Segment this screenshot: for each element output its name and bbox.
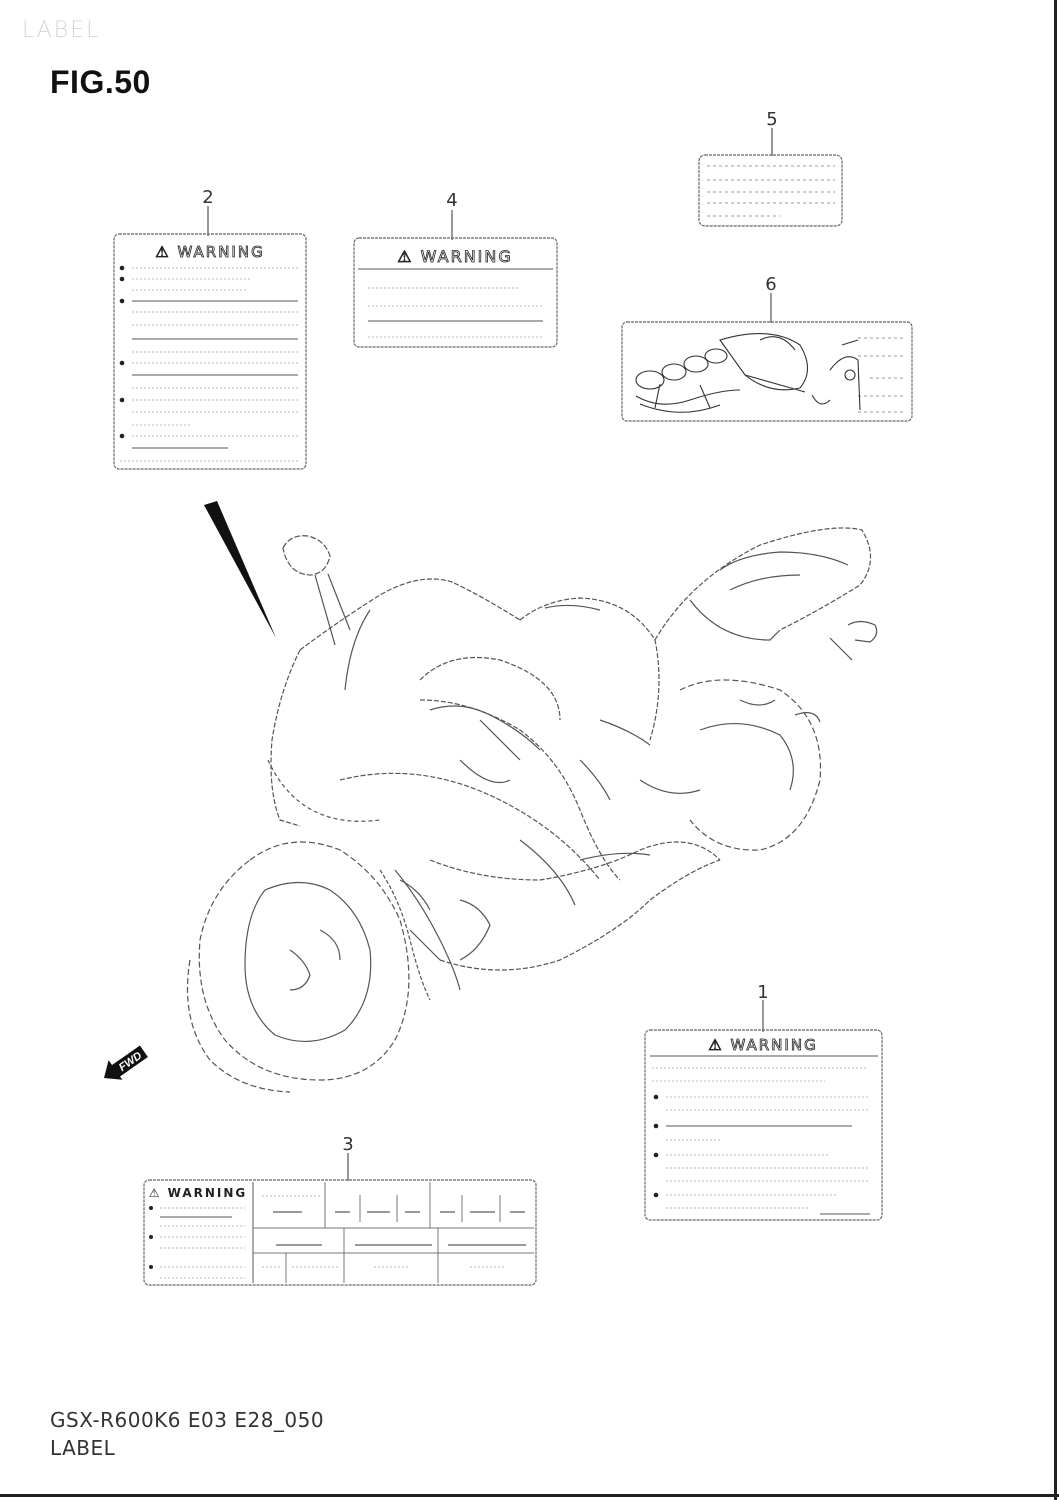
label-4-warning-title: ⚠ WARNING [397, 247, 513, 266]
callout-number-3: 3 [342, 1134, 354, 1155]
label-1-warning [645, 1030, 882, 1220]
label-location-pointer [204, 501, 276, 638]
callout-number-6: 6 [765, 274, 777, 295]
callout-number-2: 2 [202, 187, 214, 208]
throttle-body-drawing [636, 334, 860, 413]
label-6-vacuum-hose-routing [622, 322, 912, 421]
drawing-name: LABEL [50, 1436, 116, 1460]
label-1-warning-title: ⚠ WARNING [708, 1036, 818, 1054]
label-3-tire-warning [144, 1180, 536, 1285]
label-3-warning-title: ⚠ WARNING [148, 1186, 248, 1200]
bottom-border [0, 1494, 1059, 1497]
callout-leaders [208, 128, 772, 1181]
callout-number-4: 4 [446, 190, 458, 211]
label-4-warning [354, 238, 557, 347]
label-2-warning-title: ⚠ WARNING [155, 243, 265, 261]
callout-number-1: 1 [757, 982, 769, 1003]
figure-title: FIG.50 [50, 64, 151, 100]
fwd-label: FWD [116, 1049, 145, 1074]
label-5-info [699, 155, 842, 226]
corner-label: LABEL [22, 18, 101, 43]
drawing-code: GSX-R600K6 E03 E28_050 [50, 1408, 325, 1432]
right-border [1054, 0, 1057, 1500]
callout-number-5: 5 [766, 109, 778, 130]
forward-direction-arrow-icon [97, 1041, 150, 1088]
motorcycle-outline [188, 528, 877, 1092]
label-2-warning [114, 234, 306, 469]
